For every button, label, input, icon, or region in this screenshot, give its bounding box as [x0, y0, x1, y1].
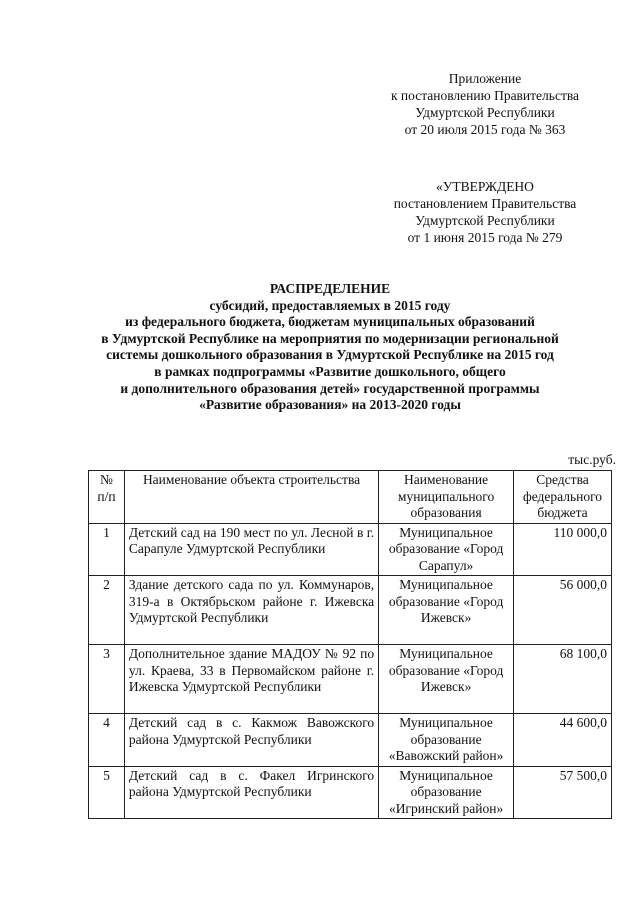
row-amount: 68 100,0: [514, 645, 612, 714]
annex-line-1: Приложение: [448, 71, 522, 86]
document-title: [60, 281, 600, 414]
row-object: Детский сад в с. Какмож Вавожского района Удмуртской Республики: [124, 714, 378, 767]
row-num: 2: [89, 576, 125, 645]
row-municipality: Муниципальное образование «Вавожский район»: [379, 714, 514, 767]
row-object: Детский сад в с. Факел Игринского района Удмуртской Республики: [124, 766, 378, 819]
table-row: [89, 576, 612, 645]
title-line: из федерального бюджета, бюджетам муниципальных образований: [125, 314, 535, 330]
row-num: 3: [89, 645, 125, 714]
header-num: № п/п: [89, 471, 125, 524]
subsidy-table: [88, 470, 612, 819]
table-row: [89, 766, 612, 819]
table-header-row: [89, 471, 612, 524]
approved-line-2: постановлением Правительства: [393, 196, 577, 211]
approved-block: [360, 178, 610, 246]
row-num: 4: [89, 714, 125, 767]
approved-line-1: «УТВЕРЖДЕНО: [436, 179, 534, 194]
title-line: и дополнительного образования детей» государственной программы: [120, 380, 540, 396]
title-line: в Удмуртской Республике на мероприятия по модернизации региональной: [101, 330, 559, 346]
table-row: [89, 714, 612, 767]
row-object: Детский сад на 190 мест по ул. Лесной в г. Сарапуле Удмуртской Республики: [124, 523, 378, 576]
header-object: Наименование объекта строительства: [124, 471, 378, 524]
table-row: [89, 645, 612, 714]
title-line: системы дошкольного образования в Удмуртской Республике на 2015 год: [106, 347, 554, 363]
row-object: Здание детского сада по ул. Коммунаров, 319-а в Октябрьском районе г. Ижевска Удмуртской Республики: [124, 576, 378, 645]
row-amount: 110 000,0: [514, 523, 612, 576]
approved-line-4: от 1 июня 2015 года № 279: [407, 230, 563, 245]
currency-unit: тыс.руб.: [568, 452, 616, 467]
table-row: [89, 523, 612, 576]
annex-block: [360, 70, 610, 138]
approved-line-3: Удмуртской Республики: [415, 213, 555, 228]
header-municipality: Наименование муниципального образования: [379, 471, 514, 524]
row-object: Дополнительное здание МАДОУ № 92 по ул. Краева, 33 в Первомайском районе г. Ижевска Удмуртской Республики: [124, 645, 378, 714]
title-line: «Развитие образования» на 2013-2020 годы: [199, 397, 461, 413]
row-amount: 56 000,0: [514, 576, 612, 645]
row-amount: 57 500,0: [514, 766, 612, 819]
title-line: в рамках подпрограммы «Развитие дошкольного, общего: [154, 363, 506, 379]
header-funds: Средства федерального бюджета: [514, 471, 612, 524]
row-municipality: Муниципальное образование «Игринский район»: [379, 766, 514, 819]
row-num: 1: [89, 523, 125, 576]
row-num: 5: [89, 766, 125, 819]
annex-line-2: к постановлению Правительства: [390, 88, 580, 103]
row-amount: 44 600,0: [514, 714, 612, 767]
annex-line-4: от 20 июля 2015 года № 363: [404, 122, 566, 137]
row-municipality: Муниципальное образование «Город Ижевск»: [379, 645, 514, 714]
annex-line-3: Удмуртской Республики: [415, 105, 555, 120]
row-municipality: Муниципальное образование «Город Ижевск»: [379, 576, 514, 645]
row-municipality: Муниципальное образование «Город Сарапул»: [379, 523, 514, 576]
title-heading: РАСПРЕДЕЛЕНИЕ: [269, 281, 391, 296]
title-line: субсидий, предоставляемых в 2015 году: [209, 297, 451, 313]
